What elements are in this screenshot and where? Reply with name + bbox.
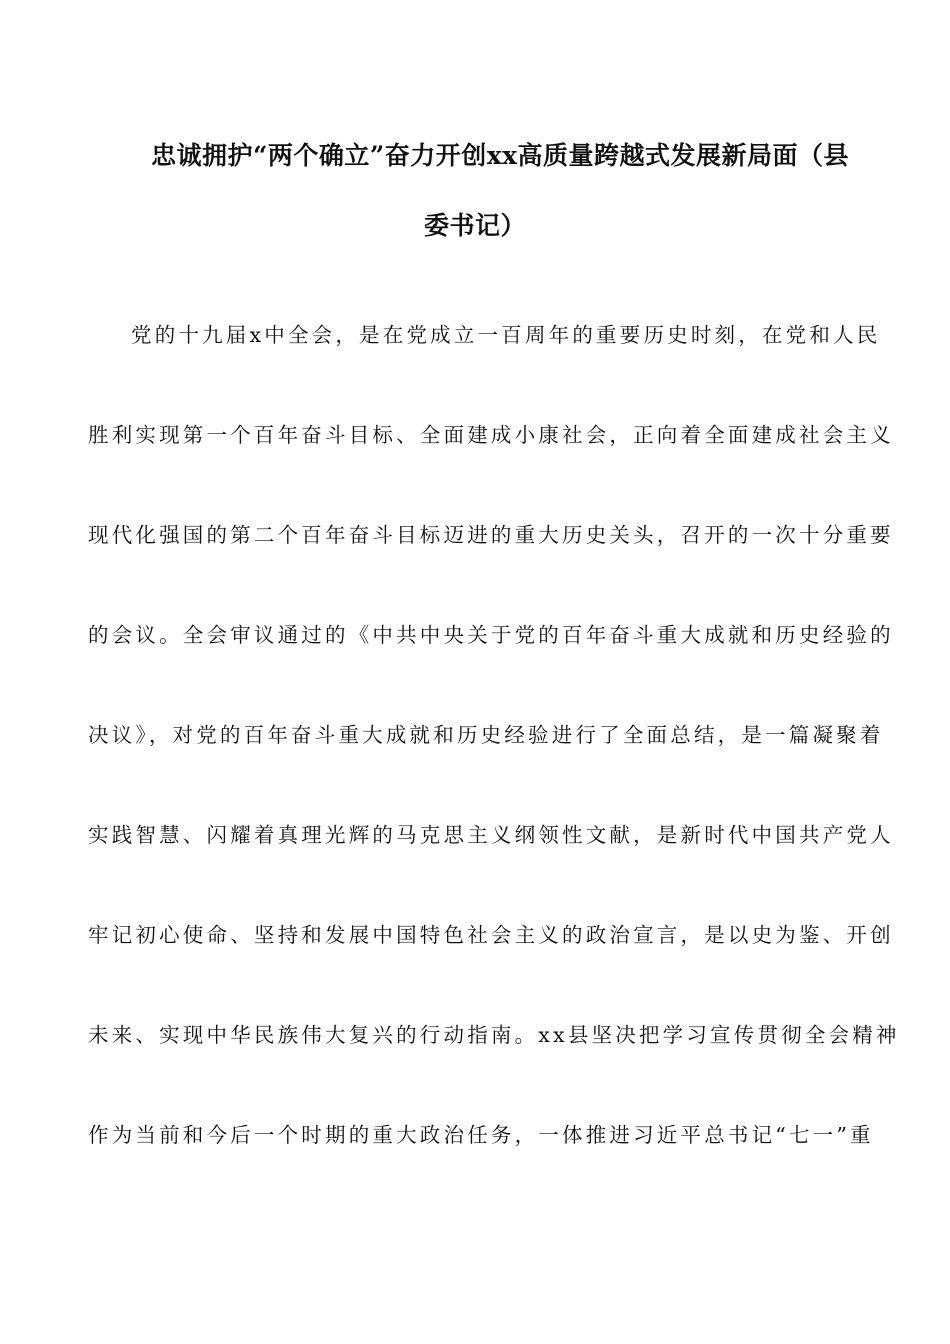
paragraph-line-7: 牢记初心使命、坚持和发展中国特色社会主义的政治宣言，是以史为鉴、开创 (88, 923, 894, 947)
paragraph-line-1: 党的十九届x中全会，是在党成立一百周年的重要历史时刻，在党和人民 (131, 323, 881, 347)
paragraph-line-4: 的会议。全会审议通过的《中共中央关于党的百年奋斗重大成就和历史经验的 (88, 623, 894, 647)
paragraph-line-6: 实践智慧、闪耀着真理光辉的马克思主义纲领性文献，是新时代中国共产党人 (88, 823, 894, 847)
paragraph-line-5: 决议》，对党的百年奋斗重大成就和历史经验进行了全面总结，是一篇凝聚着 (88, 723, 884, 747)
document-title-line-1: 忠诚拥护“两个确立”奋力开创xx高质量跨越式发展新局面（县 (150, 141, 850, 170)
paragraph-line-2: 胜利实现第一个百年奋斗目标、全面建成小康社会，正向着全面建成社会主义 (88, 423, 894, 447)
paragraph-line-3: 现代化强国的第二个百年奋斗目标迈进的重大历史关头，召开的一次十分重要 (88, 523, 894, 547)
paragraph-line-9: 作为当前和今后一个时期的重大政治任务，一体推进习近平总书记“七一”重 (88, 1123, 874, 1147)
document-title-line-2: 委书记） (423, 211, 526, 240)
paragraph-line-8: 未来、实现中华民族伟大复兴的行动指南。xx县坚决把学习宣传贯彻全会精神 (88, 1023, 900, 1047)
